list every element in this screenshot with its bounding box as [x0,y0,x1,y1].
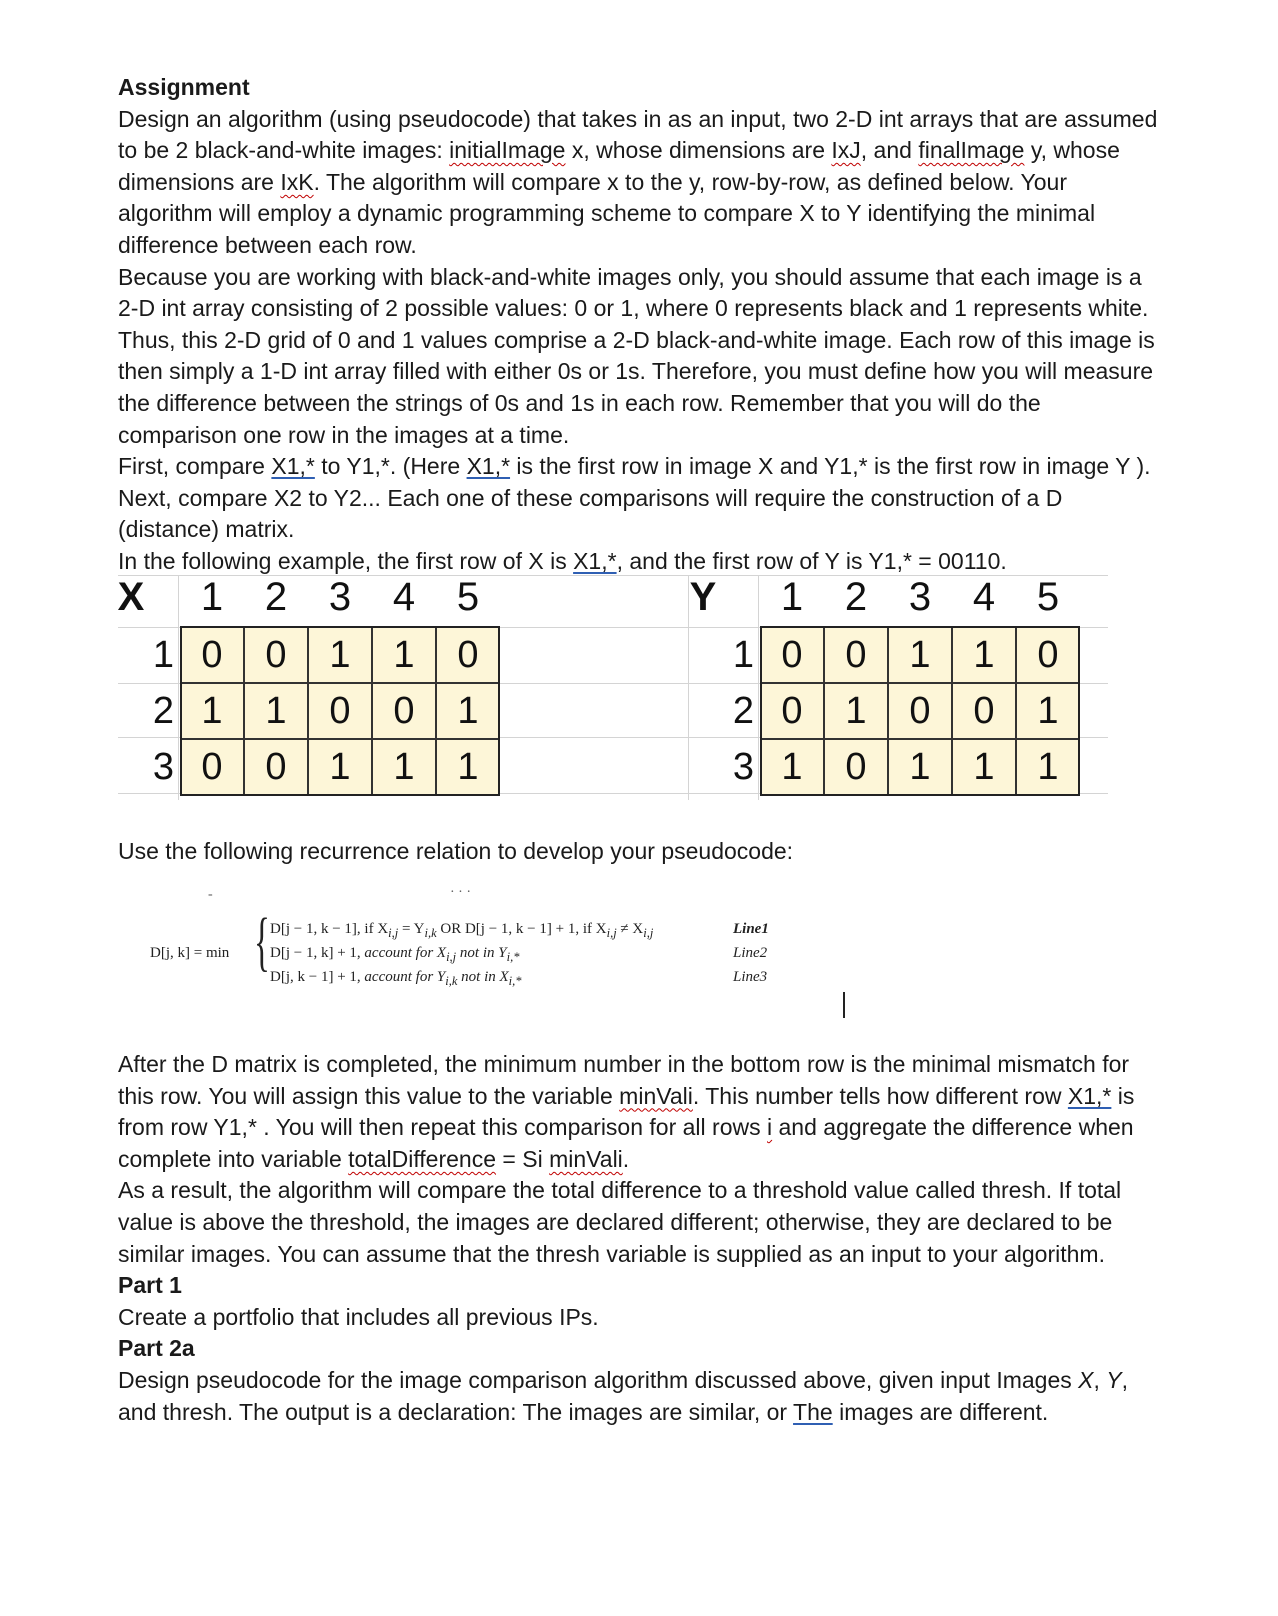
y-cell: 1 [1016,683,1080,739]
underlined-x1-c[interactable]: X1,* [573,547,617,574]
x-row-header: 1 [152,633,174,676]
underlined-x1-b[interactable]: X1,* [466,453,511,480]
x-cell: 1 [372,627,436,683]
formula-line2: D[j − 1, k] + 1, account for $X_{i,j}$ not in $Y_{i,*}$ [270,945,520,964]
part2a-text: Design pseudocode for the image comparison algorithm discussed above, given input Images X, Y, and thresh. The output is a declaration: The images are similar, or The images are different. [118,1366,1129,1425]
paragraph-example: In the following example, the first row of X is X1,*, and the first row of Y is Y1,* = 00110. [118,547,1007,574]
formula-line3: D[j, k − 1] + 1, account for $Y_{i,k}$ not in $X_{i,*}$ [270,969,522,988]
misspelled-minvali[interactable]: minVali [619,1082,693,1109]
y-cell: 0 [760,683,824,739]
misspelled-finalimage[interactable]: finalImage [918,137,1025,164]
y-cell: 0 [824,627,888,683]
y-grid-label: Y [689,574,717,619]
x-cell: 0 [308,683,372,739]
y-col-header: 5 [1036,574,1060,619]
misspelled-i[interactable]: i [767,1114,773,1141]
paragraph-black-white: Because you are working with black-and-white images only, you should assume that each image is a 2-D int array consisting of 2 possible values: 0 or 1, where 0 represents black and 1 represents white. Thus, this 2-D grid of 0 and 1 values comprise a 2-D black-and-white image. Each row of this image is then simply a 1-D int array filled with either 0s or 1s. Therefore, you must define how you will measure the difference between the strings of 0s and 1s in each row. Remember that you will do the comparison one row in the images at a time. [118,263,1155,448]
underlined-the[interactable]: The [793,1398,833,1425]
x-cell: 0 [244,739,308,795]
x-cell: 0 [372,683,436,739]
x-row-header: 2 [152,689,174,732]
y-cell: 1 [888,739,952,795]
paragraph-intro: Design an algorithm (using pseudocode) that takes in as an input, two 2-D int arrays that are assumed to be 2 black-and-white images: initialImage x, whose dimensions are IxJ, and finalImage y, whose dimensions are IxK. The algorithm will compare x to the y, row-by-row, as defined below. Your algorithm will employ a dynamic programming scheme to compare X to Y identifying the minimal difference between each row. [118,105,1158,258]
misspelled-totaldifference[interactable]: totalDifference [348,1145,497,1172]
x-cell: 0 [436,627,500,683]
formula-tag-line3: Line3 [733,969,768,985]
paragraph-recurrence-intro: Use the following recurrence relation to develop your pseudocode: [118,838,794,864]
text-cursor [843,992,845,1018]
x-cell: 1 [308,627,372,683]
y-row-header: 1 [732,633,754,676]
formula-lhs: D[j, k] = min [150,945,230,961]
x-cell: 1 [308,739,372,795]
y-row-header: 2 [732,689,754,732]
document-body-lower [118,1049,1158,1428]
x-col-header: 2 [264,574,288,619]
y-cell: 1 [888,627,952,683]
x-cell: 0 [244,627,308,683]
underlined-x1-d[interactable]: X1,* [1067,1082,1112,1109]
formula-artifact: - [208,887,213,902]
x-cell: 1 [436,683,500,739]
y-cell: 0 [824,739,888,795]
x-cell: 0 [180,627,244,683]
part2a-heading: Part 2a [118,1335,195,1362]
x-row-header: 3 [152,745,174,788]
underlined-x1[interactable]: X1,* [271,453,315,480]
part1-text: Create a portfolio that includes all previous IPs. [118,1303,599,1330]
x-col-header: 4 [392,574,416,619]
y-cell: 1 [952,739,1016,795]
y-col-header: 2 [844,574,868,619]
y-row-header: 3 [732,745,754,788]
part1-heading: Part 1 [118,1272,182,1299]
formula-artifact-dots: · · · [450,885,471,900]
paragraph-compare-rows: First, compare X1,* to Y1,*. (Here X1,* is the first row in image X and Y1,* is the first row in image Y ). Next, compare X2 to Y2... Each one of these comparisons will require the construction of a D (distance) matrix. [118,453,1151,543]
y-cell: 0 [1016,627,1080,683]
recurrence-formula [150,885,850,995]
y-cell: 0 [952,683,1016,739]
formula-line1: D[j − 1, k − 1], if $X_{i,j} = Y_{i,k}$ OR D[j − 1, k − 1] + 1, if $X_{i,j} \ne X_{i,j}$ [270,921,654,940]
x-col-header: 3 [328,574,352,619]
x-col-header: 5 [456,574,480,619]
x-grid-label: X [117,574,145,619]
x-cell: 1 [372,739,436,795]
x-col-header: 1 [200,574,224,619]
x-cell: 1 [180,683,244,739]
y-cell: 0 [888,683,952,739]
y-cell: 0 [760,627,824,683]
y-cell: 1 [1016,739,1080,795]
x-cell: 1 [244,683,308,739]
misspelled-minvali-b[interactable]: minVali [549,1145,623,1172]
document-body [118,72,1158,578]
paragraph-thresh: As a result, the algorithm will compare the total difference to a threshold value called thresh. If total value is above the threshold, the images are declared different; otherwise, they are declared to be similar images. You can assume that the thresh variable is supplied as an input to your algorithm. [118,1177,1122,1267]
y-col-header: 4 [972,574,996,619]
misspelled-ixj[interactable]: IxJ [831,137,861,164]
paragraph-minvali: After the D matrix is completed, the minimum number in the bottom row is the minimal mismatch for this row. You will assign this value to the variable minVali. This number tells how different row X1,* is from row Y1,* . You will then repeat this comparison for all rows i and aggregate the difference when complete into variable totalDifference = Si minVali. [118,1051,1135,1172]
y-cell: 1 [760,739,824,795]
x-cell: 1 [436,739,500,795]
misspelled-initialimage[interactable]: initialImage [449,137,566,164]
y-cell: 1 [824,683,888,739]
formula-brace: { [254,905,270,978]
y-col-header: 1 [780,574,804,619]
y-col-header: 3 [908,574,932,619]
formula-tag-line1: Line1 [733,921,769,937]
misspelled-ixk[interactable]: IxK [280,168,314,195]
formula-tag-line2: Line2 [733,945,768,961]
y-cell: 1 [952,627,1016,683]
xy-grid-image [118,575,1148,825]
x-cell: 0 [180,739,244,795]
assignment-heading: Assignment [118,74,250,100]
